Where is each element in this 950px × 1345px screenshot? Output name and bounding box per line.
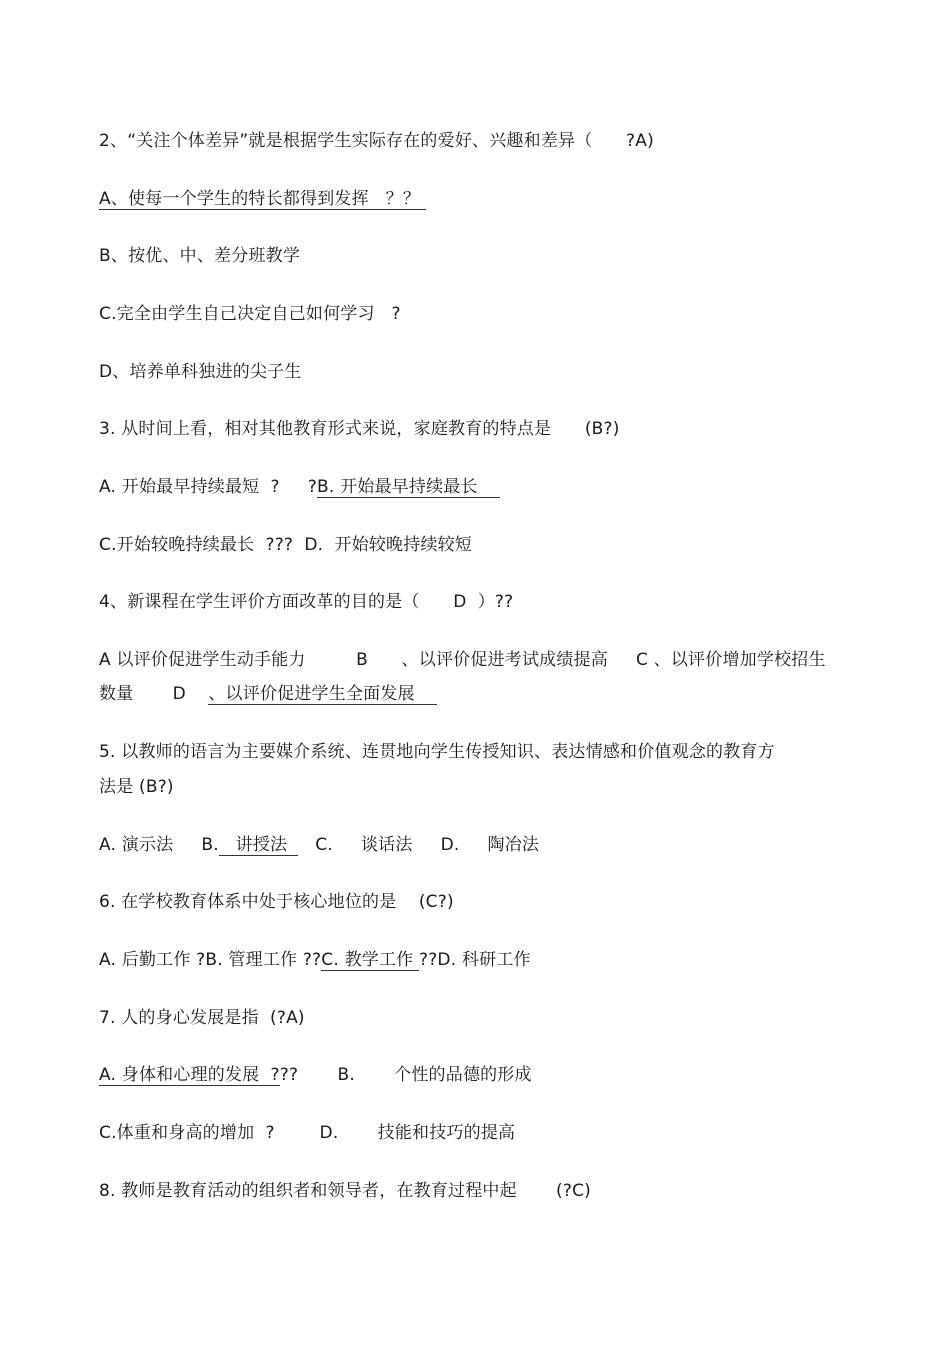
q3-option-a: A. 开始最早持续最短 ? ? bbox=[99, 477, 318, 497]
q6-options bbox=[99, 949, 531, 971]
underlined-answer: 、以评价促进学生全面发展 bbox=[208, 684, 438, 704]
question-6: 6. 在学校教育体系中处于核心地位的是 (C?) bbox=[99, 892, 454, 912]
q6-option-d: ??D. 科研工作 bbox=[418, 950, 531, 970]
q2-option-c: C.完全由学生自己决定自己如何学习 ? bbox=[99, 304, 401, 324]
underlined-answer: A. 身体和心理的发展 ? bbox=[99, 1065, 280, 1085]
q4-options-line-1: A 以评价促进学生动手能力 B 、以评价促进考试成绩提高 C 、以评价增加学校招生 bbox=[99, 650, 826, 670]
q5-options-cd: C. 谈话法 D. 陶冶法 bbox=[298, 835, 540, 855]
underlined-answer: 讲授法 bbox=[218, 835, 299, 855]
q5-options bbox=[99, 834, 539, 856]
q6-options-ab: A. 后勤工作 ?B. 管理工作 ?? bbox=[99, 950, 322, 970]
q7-options-cd: C.体重和身高的增加 ? D. 技能和技巧的提高 bbox=[99, 1123, 516, 1143]
question-2: 2、“关注个体差异”就是根据学生实际存在的爱好、兴趣和差异（ ?A) bbox=[99, 131, 654, 151]
question-7: 7. 人的身心发展是指 (?A) bbox=[99, 1008, 305, 1028]
q7-option-b: ?? B. 个性的品德的形成 bbox=[279, 1065, 532, 1085]
underlined-answer: A、使每一个学生的特长都得到发挥 ？？ bbox=[99, 189, 426, 209]
question-3: 3. 从时间上看，相对其他教育形式来说，家庭教育的特点是 (B?) bbox=[99, 419, 620, 439]
question-4: 4、新课程在学生评价方面改革的目的是（ D ）?? bbox=[99, 592, 514, 612]
underlined-answer: C. 教学工作 bbox=[321, 950, 419, 970]
question-8: 8. 教师是教育活动的组织者和领导者，在教育过程中起 (?C) bbox=[99, 1181, 592, 1201]
q4-options-line-2 bbox=[99, 683, 437, 705]
q7-options-ab bbox=[99, 1064, 532, 1086]
q2-option-a bbox=[99, 188, 426, 210]
q2-option-b: B、按优、中、差分班教学 bbox=[99, 246, 301, 266]
q3-options-ab bbox=[99, 476, 500, 498]
q3-options-cd: C.开始较晚持续最长 ??? D. 开始较晚持续较短 bbox=[99, 535, 473, 555]
underlined-answer: B. 开始最早持续最长 bbox=[317, 477, 501, 497]
q2-option-d: D、培养单科独进的尖子生 bbox=[99, 362, 302, 382]
q4-option-d-label: 数量 D bbox=[99, 684, 209, 704]
question-5-line-2: 法是 (B?) bbox=[99, 777, 174, 797]
q5-option-a: A. 演示法 B. bbox=[99, 835, 219, 855]
question-5-line-1: 5. 以教师的语言为主要媒介系统、连贯地向学生传授知识、表达情感和价值观念的教育方 bbox=[99, 742, 775, 762]
